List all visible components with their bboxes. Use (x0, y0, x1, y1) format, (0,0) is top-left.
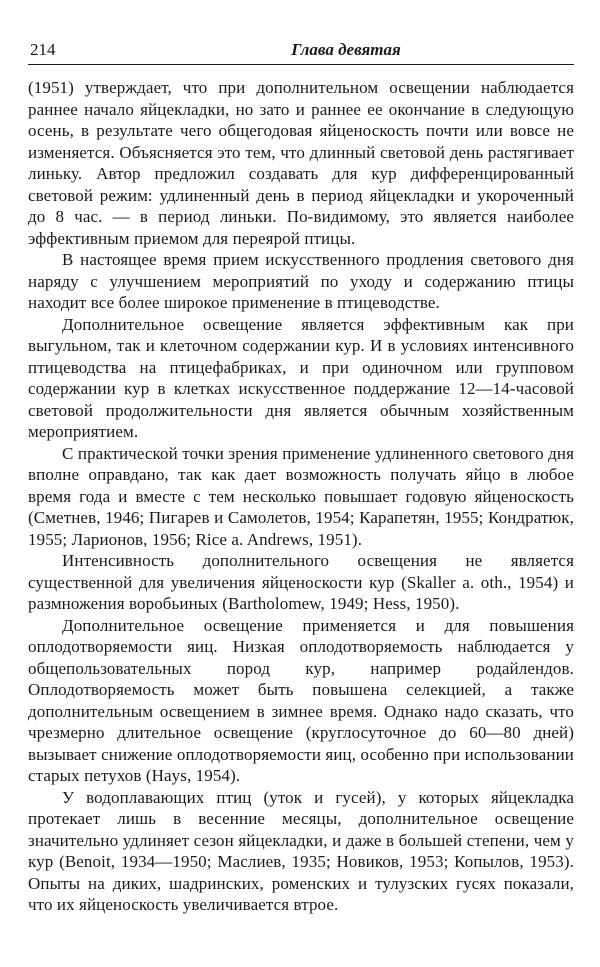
paragraph: Дополнительное освещение применяется и для повышения оплодотворяемости яиц. Низкая оплодотворяемость наблюдается у общепользовательных пород кур, например родайлендов. Оплодотворяемость может быть повышена селекцией, а также дополнительным освещением в зимнее время. Однако надо сказать, что чрезмерно длительное освещение (круглосуточное до 60—80 дней) вызывает снижение оплодотворяемости яиц, особенно при использовании старых петухов (Hays, 1954). (28, 615, 574, 785)
paragraph: Интенсивность дополнительного освещения не является существенной для увеличения яйценоскости кур (Skaller a. oth., 1954) и размножения воробьиных (Bartholomew, 1949; Hess, 1950). (28, 551, 574, 613)
book-page (28, 38, 574, 916)
paragraph: С практической точки зрения применение удлиненного светового дня вполне оправдано, так как дает возможность получать яйцо в любое время года и вместе с тем несколько повышает годовую яйценоскость (Сметнев, 1946; Пигарев и Самолетов, 1954; Карапетян, 1955; Кондратюк, 1955; Ларионов, 1956; Rice a. Andrews, 1951). (28, 443, 574, 549)
running-title: Глава девятая (291, 40, 401, 59)
body-text (28, 77, 574, 916)
paragraph: В настоящее время прием искусственного продления светового дня наряду с улучшением мероприятий по уходу и содержанию птицы находит все более широкое применение в птицеводстве. (28, 250, 574, 312)
page-number: 214 (30, 40, 56, 59)
page-header (28, 38, 574, 65)
paragraph-continued: (1951) утверждает, что при дополнительном освещении наблюдается раннее начало яйцекладки, но зато и раннее ее окончание в следующую осень, в результате чего общегодовая яйценоскость почти или вовсе не изменяется. Объясняется это тем, что длинный световой день растягивает линьку. Автор предложил создавать для кур дифференцированный световой режим: удлиненный день в период яйцекладки и укороченный до 8 час. — в период линьки. По-видимому, это является наиболее эффективным приемом для переярой птицы. (28, 78, 574, 248)
paragraph: У водоплавающих птиц (уток и гусей), у которых яйцекладка протекает лишь в весенние месяцы, дополнительное освещение значительно удлиняет сезон яйцекладки, и даже в большей степени, чем у кур (Benoit, 1934—1950; Маслиев, 1935; Новиков, 1953; Копылов, 1953). Опыты на диких, шадринских, роменских и тулузских гусях показали, что их яйценоскость увеличивается втрое. (28, 787, 574, 914)
paragraph: Дополнительное освещение является эффективным как при выгульном, так и клеточном содержании кур. И в условиях интенсивного птицеводства на птицефабриках, и при одиночном или групповом содержании кур в клетках искусственное поддержание 12—14-часовой световой продолжительности дня является обычным хозяйственным мероприятием. (28, 314, 574, 441)
